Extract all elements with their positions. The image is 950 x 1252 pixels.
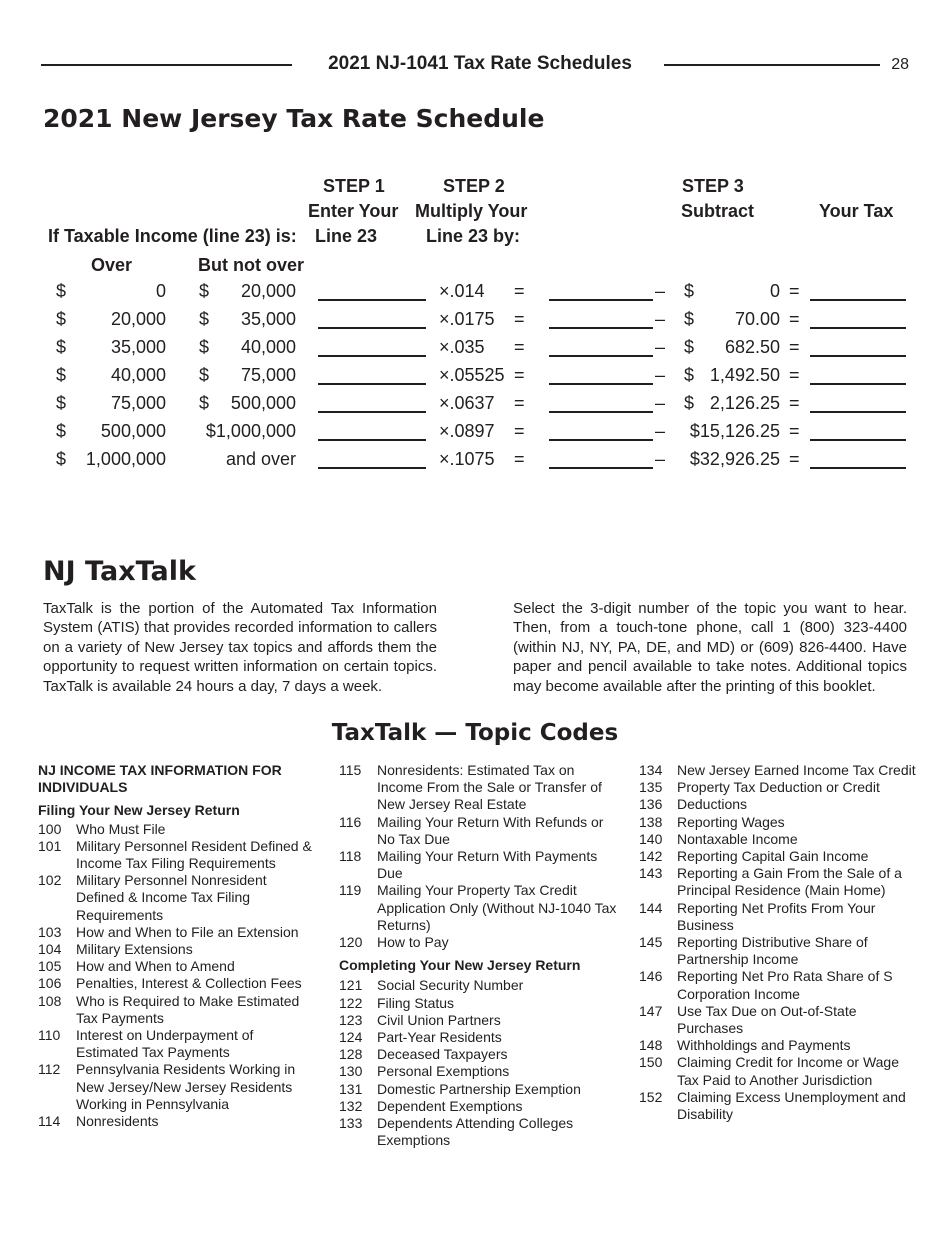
topic-code-number: 128 <box>339 1046 363 1063</box>
row-notover-amount: 40,000 <box>240 337 296 357</box>
topic-code-item <box>339 814 619 848</box>
topic-code-item <box>38 975 318 992</box>
topic-code-item <box>639 814 919 831</box>
over-label: Over <box>91 255 133 275</box>
topic-code-text: Withholdings and Payments <box>677 1037 851 1054</box>
topic-code-item <box>38 993 318 1027</box>
topic-code-item <box>339 977 619 994</box>
codes-column-2 <box>339 762 619 1149</box>
header-rule-right <box>664 64 880 66</box>
schedule-row <box>0 307 950 335</box>
row-notover-amount: 75,000 <box>240 365 296 385</box>
row-notover-currency: $ <box>199 337 210 357</box>
topic-code-item <box>639 1037 919 1054</box>
topic-code-text: Nonresidents <box>76 1113 159 1130</box>
topic-code-number: 104 <box>38 941 62 958</box>
row-over-amount: 75,000 <box>110 393 166 413</box>
step2-result-blank[interactable] <box>549 327 653 329</box>
row-subtract-amount: $15,126.25 <box>689 421 780 441</box>
topic-code-item <box>639 934 919 968</box>
topic-code-item <box>639 1054 919 1088</box>
topic-code-number: 135 <box>639 779 663 796</box>
row-equals: = <box>514 421 525 441</box>
codes-list-1 <box>38 821 318 1131</box>
topic-code-number: 122 <box>339 994 363 1011</box>
topic-code-text: Military Personnel Nonresident Defined & Income Tax Filing Requirements <box>76 872 267 923</box>
your-tax-blank[interactable] <box>810 467 906 469</box>
row-subtract-amount: 70.00 <box>734 309 780 329</box>
row-subtract-currency: $ <box>684 337 695 357</box>
row-minus: – <box>655 281 666 301</box>
topic-code-number: 152 <box>639 1088 663 1105</box>
condition-label: If Taxable Income (line 23) is: <box>48 226 297 246</box>
topic-code-text: Domestic Partnership Exemption <box>377 1080 581 1097</box>
topic-code-item <box>38 1061 318 1113</box>
row-minus: – <box>655 309 666 329</box>
topic-code-item <box>38 872 318 924</box>
row-notover-currency: $ <box>199 365 210 385</box>
topic-code-text: Claiming Credit for Income or Wage Tax Paid to Another Jurisdiction <box>677 1054 900 1088</box>
row-notover-amount: $1,000,000 <box>205 421 296 441</box>
row-over-amount: 35,000 <box>110 337 166 357</box>
row-minus: – <box>655 337 666 357</box>
row-equals: = <box>514 393 525 413</box>
topic-code-number: 110 <box>38 1027 61 1044</box>
topic-code-text: Property Tax Deduction or Credit <box>677 779 880 796</box>
row-minus: – <box>655 449 666 469</box>
row-equals: = <box>514 449 525 469</box>
row-over-currency: $ <box>56 281 67 301</box>
row-subtract-amount: 1,492.50 <box>709 365 780 385</box>
topic-code-item <box>639 762 919 779</box>
topic-code-item <box>639 1089 919 1123</box>
header-title: 2021 NJ-1041 Tax Rate Schedules <box>328 53 632 74</box>
row-subtract-amount: 0 <box>769 281 780 301</box>
row-rate: ×.0175 <box>439 309 495 329</box>
step3-sub: Subtract <box>681 201 755 221</box>
row-equals-2: = <box>789 365 800 385</box>
topic-code-item <box>339 995 619 1012</box>
topic-code-number: 108 <box>38 992 62 1009</box>
step1-blank[interactable] <box>318 467 426 469</box>
topic-code-number: 146 <box>639 968 663 985</box>
topic-code-number: 144 <box>639 899 663 916</box>
row-subtract-currency: $ <box>684 365 695 385</box>
topic-code-number: 116 <box>339 813 362 830</box>
page-number: 28 <box>891 56 909 73</box>
topic-code-number: 118 <box>339 848 362 865</box>
topic-code-number: 124 <box>339 1029 363 1046</box>
topic-code-item <box>339 848 619 882</box>
row-subtract-amount: $32,926.25 <box>689 449 780 469</box>
topic-code-number: 133 <box>339 1115 363 1132</box>
schedule-title: 2021 New Jersey Tax Rate Schedule <box>43 104 545 133</box>
topic-code-text: Mailing Your Return With Refunds or No Tax Due <box>377 813 604 847</box>
topic-code-number: 112 <box>38 1061 61 1078</box>
topic-code-text: Mailing Your Property Tax Credit Application Only (Without NJ-1040 Tax Returns) <box>377 882 617 933</box>
row-rate: ×.0897 <box>439 421 495 441</box>
topic-code-number: 134 <box>639 762 663 778</box>
step2-result-blank[interactable] <box>549 299 653 301</box>
your-tax-blank[interactable] <box>810 383 906 385</box>
step2-label: STEP 2 <box>443 176 505 196</box>
completing-heading: Completing Your New Jersey Return <box>339 957 581 974</box>
row-subtract-currency: $ <box>684 281 695 301</box>
row-notover-currency: $ <box>199 393 210 413</box>
codes-list-2a <box>339 762 619 951</box>
topic-code-item <box>339 1046 619 1063</box>
topic-code-number: 136 <box>639 796 663 813</box>
topic-code-item <box>639 865 919 899</box>
topic-code-item <box>339 1115 619 1149</box>
topic-code-item <box>639 779 919 796</box>
topic-code-number: 103 <box>38 923 62 940</box>
not-over-label: But not over <box>198 255 304 275</box>
topic-code-text: Who is Required to Make Estimated Tax Payments <box>76 992 300 1026</box>
topic-code-text: How and When to File an Extension <box>76 923 299 940</box>
your-tax-blank[interactable] <box>810 299 906 301</box>
row-over-currency: $ <box>56 393 67 413</box>
row-over-currency: $ <box>56 309 67 329</box>
step2-sub2: Line 23 by: <box>426 226 521 246</box>
topic-code-text: Reporting Capital Gain Income <box>677 848 869 865</box>
row-notover-currency: $ <box>199 309 210 329</box>
step1-label: STEP 1 <box>323 176 385 196</box>
row-minus: – <box>655 365 666 385</box>
topic-code-number: 147 <box>639 1002 663 1019</box>
topic-code-number: 143 <box>639 865 663 882</box>
row-equals-2: = <box>789 449 800 469</box>
topic-code-item <box>38 821 318 838</box>
topic-code-number: 114 <box>38 1113 61 1130</box>
topic-code-text: Reporting Net Profits From Your Business <box>677 899 876 933</box>
topic-code-number: 123 <box>339 1011 363 1028</box>
topic-code-number: 100 <box>38 820 62 837</box>
topic-code-text: Dependent Exemptions <box>377 1097 523 1114</box>
topic-code-text: How and When to Amend <box>76 958 235 975</box>
row-notover-amount: and over <box>225 449 296 469</box>
topic-code-number: 120 <box>339 934 363 951</box>
step1-blank[interactable] <box>318 411 426 413</box>
row-subtract-amount: 2,126.25 <box>709 393 780 413</box>
topic-code-number: 119 <box>339 882 362 899</box>
row-equals-2: = <box>789 281 800 301</box>
row-notover-amount: 500,000 <box>230 393 296 413</box>
row-rate: ×.1075 <box>439 449 495 469</box>
taxtalk-paragraph-1: TaxTalk is the portion of the Automated Tax Information System (ATIS) that provides recorded information to callers on a variety of New Jersey tax topics and affords them the opportunity to request written information on certain topics. TaxTalk is available 24 hours a day, 7 days a week. <box>43 600 437 695</box>
topic-code-number: 132 <box>339 1097 363 1114</box>
topic-code-number: 150 <box>639 1054 663 1071</box>
topic-code-text: Interest on Underpayment of Estimated Tax Payments <box>76 1027 254 1061</box>
row-rate: ×.035 <box>439 337 485 357</box>
topic-code-item <box>339 1098 619 1115</box>
topic-code-number: 121 <box>339 977 363 994</box>
topic-code-text: Part-Year Residents <box>377 1029 502 1046</box>
topic-code-number: 148 <box>639 1037 663 1054</box>
topic-code-text: Dependents Attending Colleges Exemptions <box>377 1115 574 1149</box>
topic-code-text: Social Security Number <box>377 977 524 994</box>
topic-code-number: 101 <box>38 837 62 854</box>
filing-heading: Filing Your New Jersey Return <box>38 802 240 819</box>
row-over-currency: $ <box>56 365 67 385</box>
your-tax-blank[interactable] <box>810 327 906 329</box>
row-minus: – <box>655 421 666 441</box>
your-tax-blank[interactable] <box>810 439 906 441</box>
codes-list-3 <box>639 762 919 1123</box>
topic-code-text: Claiming Excess Unemployment and Disability <box>677 1088 906 1123</box>
section-heading: NJ INCOME TAX INFORMATION FOR INDIVIDUALS <box>38 762 282 796</box>
topic-code-item <box>38 941 318 958</box>
codes-column-1 <box>38 762 318 1130</box>
topic-code-number: 142 <box>639 848 663 865</box>
schedule-row <box>0 391 950 419</box>
topic-code-item <box>38 1113 318 1130</box>
row-over-amount: 500,000 <box>100 421 166 441</box>
step1-blank[interactable] <box>318 327 426 329</box>
codes-list-2b <box>339 977 619 1149</box>
topic-code-item <box>38 924 318 941</box>
topic-code-number: 138 <box>639 813 663 830</box>
topic-code-item <box>339 1012 619 1029</box>
topic-codes-title: TaxTalk — Topic Codes <box>331 720 619 746</box>
step1-blank[interactable] <box>318 355 426 357</box>
taxtalk-paragraph-2: Select the 3-digit number of the topic you want to hear. Then, from a touch-tone phone, call 1 (800) 323-4400 (within NJ, NY, PA, DE, and MD) or (609) 826-4400. Have paper and pencil available to take notes. Additional topics may become available after the printing of this booklet. <box>513 600 907 695</box>
topic-code-number: 131 <box>339 1080 363 1097</box>
step2-result-blank[interactable] <box>549 355 653 357</box>
row-over-currency: $ <box>56 421 67 441</box>
topic-code-text: Personal Exemptions <box>377 1063 510 1080</box>
row-equals-2: = <box>789 337 800 357</box>
schedule-row <box>0 419 950 447</box>
topic-code-text: Mailing Your Return With Payments Due <box>377 848 598 882</box>
topic-code-text: Reporting Wages <box>677 813 785 830</box>
row-over-currency: $ <box>56 337 67 357</box>
topic-code-item <box>339 762 619 814</box>
row-equals-2: = <box>789 421 800 441</box>
codes-column-3 <box>639 762 919 1123</box>
topic-code-item <box>639 1003 919 1037</box>
step2-result-blank[interactable] <box>549 467 653 469</box>
step3-label: STEP 3 <box>682 176 744 196</box>
topic-code-text: Deductions <box>677 796 748 813</box>
topic-code-item <box>339 882 619 934</box>
row-over-currency: $ <box>56 449 67 469</box>
row-equals: = <box>514 337 525 357</box>
schedule-row <box>0 363 950 391</box>
your-tax-blank[interactable] <box>810 355 906 357</box>
row-equals: = <box>514 309 525 329</box>
step1-sub1: Enter Your <box>308 201 399 221</box>
topic-code-item <box>339 1081 619 1098</box>
your-tax-label: Your Tax <box>819 201 894 221</box>
topic-code-item <box>38 838 318 872</box>
topic-code-item <box>339 934 619 951</box>
topic-code-text: New Jersey Earned Income Tax Credit <box>677 762 916 778</box>
step2-sub1: Multiply Your <box>415 201 528 221</box>
topic-code-text: Deceased Taxpayers <box>377 1046 508 1063</box>
topic-code-text: How to Pay <box>377 934 449 951</box>
step1-blank[interactable] <box>318 439 426 441</box>
topic-code-number: 145 <box>639 934 663 951</box>
topic-code-text: Civil Union Partners <box>377 1011 501 1028</box>
step2-result-blank[interactable] <box>549 383 653 385</box>
topic-code-text: Pennsylvania Residents Working in New Jersey/New Jersey Residents Working in Pennsylvania <box>76 1061 296 1112</box>
topic-code-item <box>639 968 919 1002</box>
step1-blank[interactable] <box>318 299 426 301</box>
topic-code-item <box>639 796 919 813</box>
header-rule-left <box>41 64 292 66</box>
topic-code-text: Reporting a Gain From the Sale of a Principal Residence (Main Home) <box>677 865 902 899</box>
topic-code-item <box>38 958 318 975</box>
schedule-row <box>0 279 950 307</box>
topic-code-number: 106 <box>38 975 62 992</box>
row-subtract-currency: $ <box>684 309 695 329</box>
row-over-amount: 0 <box>155 281 166 301</box>
topic-code-number: 115 <box>339 762 362 778</box>
topic-code-text: Who Must File <box>76 820 166 837</box>
row-over-amount: 40,000 <box>110 365 166 385</box>
row-over-amount: 20,000 <box>110 309 166 329</box>
topic-code-item <box>639 900 919 934</box>
row-subtract-amount: 682.50 <box>724 337 780 357</box>
row-equals-2: = <box>789 309 800 329</box>
your-tax-blank[interactable] <box>810 411 906 413</box>
topic-code-number: 102 <box>38 872 62 889</box>
step2-result-blank[interactable] <box>549 439 653 441</box>
topic-code-text: Reporting Distributive Share of Partnership Income <box>677 934 868 968</box>
topic-code-text: Nontaxable Income <box>677 830 798 847</box>
topic-code-item <box>639 831 919 848</box>
row-rate: ×.05525 <box>439 365 505 385</box>
row-rate: ×.014 <box>439 281 485 301</box>
topic-code-number: 105 <box>38 958 62 975</box>
schedule-row <box>0 447 950 475</box>
topic-code-text: Reporting Net Pro Rata Share of S Corporation Income <box>677 968 893 1002</box>
topic-code-text: Military Extensions <box>76 941 193 958</box>
row-equals: = <box>514 365 525 385</box>
topic-code-number: 140 <box>639 830 663 847</box>
topic-code-text: Military Personnel Resident Defined & Income Tax Filing Requirements <box>76 837 312 872</box>
schedule-row <box>0 335 950 363</box>
topic-code-item <box>639 848 919 865</box>
topic-code-text: Penalties, Interest & Collection Fees <box>76 975 302 992</box>
row-notover-currency: $ <box>199 281 210 301</box>
row-notover-amount: 20,000 <box>240 281 296 301</box>
step1-sub2: Line 23 <box>315 226 378 246</box>
row-over-amount: 1,000,000 <box>85 449 166 469</box>
topic-code-text: Nonresidents: Estimated Tax on Income From the Sale or Transfer of New Jersey Real Estate <box>377 762 602 813</box>
step1-blank[interactable] <box>318 383 426 385</box>
taxtalk-title: NJ TaxTalk <box>43 556 196 587</box>
row-subtract-currency: $ <box>684 393 695 413</box>
topic-code-item <box>339 1063 619 1080</box>
row-equals: = <box>514 281 525 301</box>
row-rate: ×.0637 <box>439 393 495 413</box>
topic-code-item <box>38 1027 318 1061</box>
topic-code-item <box>339 1029 619 1046</box>
topic-code-text: Filing Status <box>377 994 455 1011</box>
row-equals-2: = <box>789 393 800 413</box>
step2-result-blank[interactable] <box>549 411 653 413</box>
row-minus: – <box>655 393 666 413</box>
topic-code-number: 130 <box>339 1063 363 1080</box>
row-notover-amount: 35,000 <box>240 309 296 329</box>
topic-code-text: Use Tax Due on Out-of-State Purchases <box>677 1002 857 1037</box>
